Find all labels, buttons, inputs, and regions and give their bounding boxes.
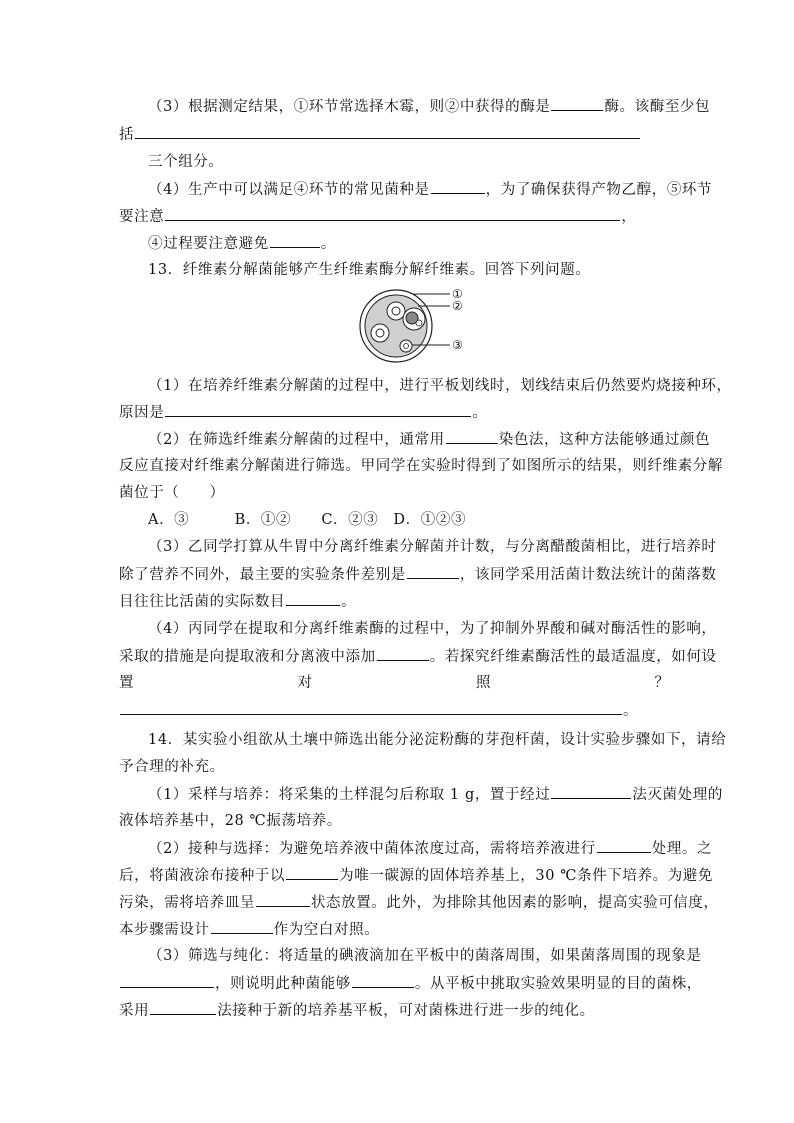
colony-top (392, 307, 400, 315)
answer-blank[interactable] (211, 919, 273, 934)
q13-part3-line1 (148, 537, 717, 557)
text: （3）乙同学打算从牛胃中分离纤维素分解菌并计数，与分离醋酸菌相比，进行培养时 (148, 539, 717, 555)
text: 置 (119, 675, 134, 691)
answer-blank[interactable] (551, 96, 603, 111)
q14-stem-line2 (119, 757, 225, 777)
text: 染色法，这种方法能够通过颜色 (498, 432, 711, 448)
text: 括 (119, 127, 135, 143)
text: 本步骤需设计 (119, 922, 210, 938)
text: 为唯一碳源的固体培养基上，30 ℃条件下培养。为避免 (339, 868, 713, 884)
answer-blank[interactable] (286, 591, 340, 606)
q13-part4-line3 (119, 673, 669, 693)
text: 13．纤维素分解菌能够产生纤维素酶分解纤维素。回答下列问题。 (148, 262, 591, 278)
answer-blank[interactable] (256, 892, 310, 907)
q12-part3-line2 (119, 124, 641, 145)
text: 反应直接对纤维素分解菌进行筛选。甲同学在实验时得到了如图所示的结果，则纤维素分解 (119, 458, 723, 474)
text: 三个组分。 (148, 154, 224, 170)
q13-part4-line4 (119, 700, 638, 721)
text: ，则说明此种菌能够 (215, 976, 351, 992)
answer-blank[interactable] (120, 700, 622, 715)
answer-blank[interactable] (597, 838, 651, 853)
text: 处理。之 (651, 841, 713, 857)
text: （1）在培养纤维素分解菌的过程中，进行平板划线时，划线结束后仍然要灼烧接种环， (148, 378, 732, 394)
text: 除了营养不同外，最主要的实验条件差别是 (119, 567, 406, 583)
q13-stem (148, 260, 590, 280)
text: ④过程要注意避免 (148, 236, 269, 252)
text: 采用 (119, 1003, 150, 1019)
colony-bottom (404, 344, 409, 349)
answer-blank[interactable] (446, 429, 498, 444)
text: 液体培养基中，28 ℃振荡培养。 (119, 813, 342, 829)
q13-part4-line2 (119, 646, 717, 667)
q12-part3-line3 (148, 152, 224, 172)
colony-small (416, 320, 422, 326)
q12-part4-line3 (148, 233, 336, 254)
answer-blank[interactable] (165, 206, 620, 221)
text: 。 (623, 703, 639, 719)
q14-part1-line2 (119, 811, 342, 831)
answer-blank[interactable] (150, 1000, 216, 1015)
text: （4）生产中可以满足④环节的常见菌种是 (148, 182, 430, 198)
text: 。 (472, 405, 488, 421)
q13-part2-line2 (119, 456, 723, 476)
fig-label-2: ② (452, 299, 463, 313)
text: ， (621, 209, 637, 225)
answer-blank[interactable] (377, 646, 429, 661)
text: 污染，需将培养皿呈 (119, 895, 255, 911)
text: （3）筛选与纯化：将适量的碘液滴加在平板中的菌落周围，如果菌落周围的现象是 (148, 948, 702, 964)
text: ，该同学采用活菌计数法统计的菌落数 (459, 567, 717, 583)
answer-blank[interactable] (165, 402, 471, 417)
q13-part2-line1 (148, 429, 710, 450)
colony-left (376, 329, 384, 337)
text: 法接种于新的培养基平板，可对菌株进行进一步的纯化。 (217, 1003, 595, 1019)
q13-part3-line3 (119, 591, 356, 612)
q13-part4-line1 (148, 619, 717, 639)
answer-blank[interactable] (407, 564, 459, 579)
text: 。 (320, 236, 336, 252)
answer-blank[interactable] (120, 973, 214, 988)
text: 菌位于（ ） (119, 485, 225, 501)
q13-options (148, 510, 466, 530)
q14-part2-line1 (148, 838, 712, 859)
text: （4）丙同学在提取和分离纤维素酶的过程中，为了抑制外界酸和碱对酶活性的影响， (148, 621, 717, 637)
q13-part3-line2 (119, 564, 717, 585)
fig-label-3: ③ (452, 338, 463, 352)
answer-blank[interactable] (352, 973, 414, 988)
q14-part1-line1 (148, 784, 723, 805)
answer-blank[interactable] (551, 784, 631, 799)
text: 对 (297, 675, 312, 691)
q14-stem-line1 (148, 730, 726, 750)
text: 作为空白对照。 (273, 922, 380, 938)
answer-blank[interactable] (135, 124, 640, 139)
text: 要注意 (119, 209, 165, 225)
q14-part2-line3 (119, 892, 719, 913)
text: 原因是 (119, 405, 165, 421)
text: 予合理的补充。 (119, 759, 225, 775)
q13-part1-line2 (119, 402, 487, 423)
text: 法灭菌处理的 (632, 787, 723, 803)
q14-part3-line3 (119, 1000, 595, 1021)
q14-part2-line4 (119, 919, 379, 940)
q12-part3-line1 (148, 96, 710, 117)
text: （2）接种与选择：为避免培养液中菌体浓度过高，需将培养液进行 (148, 841, 596, 857)
text: 照 (476, 675, 491, 691)
text: 。从平板中挑取实验效果明显的目的菌株， (414, 976, 702, 992)
text: （2）在筛选纤维素分解菌的过程中，通常用 (148, 432, 445, 448)
text: 。 (341, 594, 357, 610)
text: 后，将菌液涂布接种于以 (119, 868, 286, 884)
text: ？ (654, 675, 669, 691)
q14-part3-line2 (119, 973, 702, 994)
answer-blank[interactable] (270, 233, 320, 248)
q13-part2-line3 (119, 483, 225, 503)
answer-blank[interactable] (431, 179, 485, 194)
text: 。若探究纤维素酶活性的最适温度，如何设 (429, 649, 717, 665)
q12-part4-line1 (148, 179, 712, 200)
text: 状态放置。此外，为排除其他因素的影响，提高实验可信度， (310, 895, 719, 911)
answer-blank[interactable] (286, 865, 338, 880)
fig-label-1: ① (452, 287, 463, 301)
q12-part4-line2 (119, 206, 636, 227)
q14-part2-line2 (119, 865, 713, 886)
text: （3）根据测定结果，①环节常选择木霉，则②中获得的酶是 (148, 99, 551, 115)
text: 采取的措施是向提取液和分离液中添加 (119, 649, 376, 665)
text: A．③ B．①② C．②③ D．①②③ (148, 512, 467, 528)
text: 酶。该酶至少包 (604, 99, 711, 115)
text: ，为了确保获得产物乙醇，⑤环节 (485, 182, 713, 198)
text: 目往往比活菌的实际数目 (119, 594, 286, 610)
petri-dish-figure (356, 286, 474, 366)
q13-part1-line1 (148, 376, 732, 396)
text: 14．某实验小组欲从土壤中筛选出能分泌淀粉酶的芽孢杆菌，设计实验步骤如下，请给 (148, 732, 727, 748)
text: （1）采样与培养：将采集的土样混匀后称取 1 g，置于经过 (148, 787, 551, 803)
q14-part3-line1 (148, 946, 701, 966)
